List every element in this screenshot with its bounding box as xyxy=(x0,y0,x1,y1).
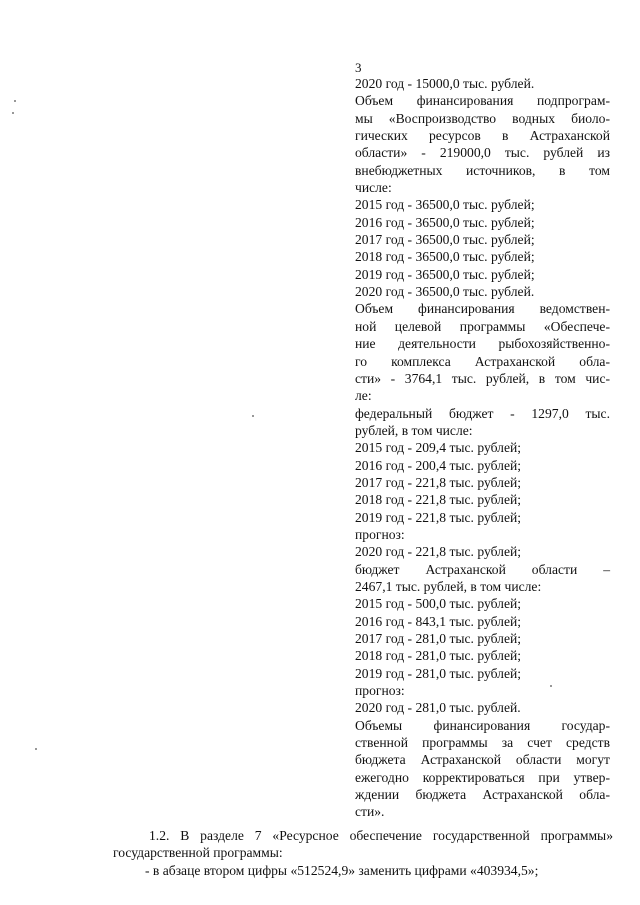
text-line: го комплекса Астраханской обла- xyxy=(355,353,610,369)
page-number: 3 xyxy=(355,60,362,75)
text-line: федеральный бюджет - 1297,0 тыс. xyxy=(355,405,610,421)
text-line: 2015 год - 209,4 тыс. рублей; xyxy=(355,440,522,456)
text-line: ной целевой программы «Обеспече- xyxy=(355,318,610,334)
text-line: ле: xyxy=(355,388,372,404)
text-line: Объем финансирования ведомствен- xyxy=(355,301,610,317)
text-line: ждении бюджета Астраханской обла- xyxy=(355,787,610,803)
text-line: прогноз: xyxy=(355,526,405,542)
text-line: 2017 год - 36500,0 тыс. рублей; xyxy=(355,232,535,248)
text-line: сти». xyxy=(355,804,385,820)
text-line: внебюджетных источников, в том xyxy=(355,162,610,178)
scan-speck xyxy=(550,685,552,687)
text-line: 2015 год - 36500,0 тыс. рублей; xyxy=(355,197,535,213)
text-line: 2016 год - 843,1 тыс. рублей; xyxy=(355,613,522,629)
text-line: 2018 год - 221,8 тыс. рублей; xyxy=(355,492,522,508)
text-line: гических ресурсов в Астраханской xyxy=(355,128,610,144)
text-line: 2016 год - 36500,0 тыс. рублей; xyxy=(355,214,535,230)
text-line: 2019 год - 221,8 тыс. рублей; xyxy=(355,509,522,525)
text-line: 2016 год - 200,4 тыс. рублей; xyxy=(355,457,522,473)
text-line: области» - 219000,0 тыс. рублей из xyxy=(355,145,610,161)
text-line: ежегодно корректироваться при утвер- xyxy=(355,769,610,785)
text-line: ние деятельности рыбохозяйственно- xyxy=(355,336,610,352)
text-line: 2467,1 тыс. рублей, в том числе: xyxy=(355,578,542,594)
text-line: 2020 год - 281,0 тыс. рублей. xyxy=(355,700,521,716)
text-line: 2017 год - 221,8 тыс. рублей; xyxy=(355,474,522,490)
text-line: мы «Воспроизводство водных биоло- xyxy=(355,110,610,126)
text-line: числе: xyxy=(355,180,392,196)
text-line: сти» - 3764,1 тыс. рублей, в том чис- xyxy=(355,370,610,386)
scan-speck xyxy=(252,415,254,417)
paragraph-line: - в абзаце втором цифры «512524,9» заменить цифрами «403934,5»; xyxy=(145,862,539,878)
text-line: 2019 год - 281,0 тыс. рублей; xyxy=(355,665,522,681)
text-line: 2018 год - 36500,0 тыс. рублей; xyxy=(355,249,535,265)
text-line: Объем финансирования подпрограм- xyxy=(355,93,610,109)
text-line: 2020 год - 221,8 тыс. рублей; xyxy=(355,544,522,560)
text-line: 2019 год - 36500,0 тыс. рублей; xyxy=(355,266,535,282)
paragraph-line: 1.2. В разделе 7 «Ресурсное обеспечение государственной программы» xyxy=(149,828,613,843)
text-line: 2020 год - 36500,0 тыс. рублей. xyxy=(355,284,535,300)
right-column-text xyxy=(355,75,610,821)
text-line: прогноз: xyxy=(355,683,405,699)
scan-speck xyxy=(35,748,37,750)
text-line: Объемы финансирования государ- xyxy=(355,717,610,733)
scan-speck xyxy=(12,112,14,114)
text-line: 2020 год - 15000,0 тыс. рублей. xyxy=(355,76,535,91)
text-line: рублей, в том числе: xyxy=(355,422,473,438)
text-line: ственной программы за счет средств xyxy=(355,735,610,751)
text-line: бюджет Астраханской области – xyxy=(355,561,610,577)
text-line: 2015 год - 500,0 тыс. рублей; xyxy=(355,596,522,612)
scan-speck xyxy=(14,100,16,102)
bottom-paragraph xyxy=(113,827,613,879)
paragraph-line: государственной программы: xyxy=(113,845,283,861)
text-line: 2017 год - 281,0 тыс. рублей; xyxy=(355,631,522,646)
text-line: бюджета Астраханской области могут xyxy=(355,752,610,768)
text-line: 2018 год - 281,0 тыс. рублей; xyxy=(355,648,522,664)
